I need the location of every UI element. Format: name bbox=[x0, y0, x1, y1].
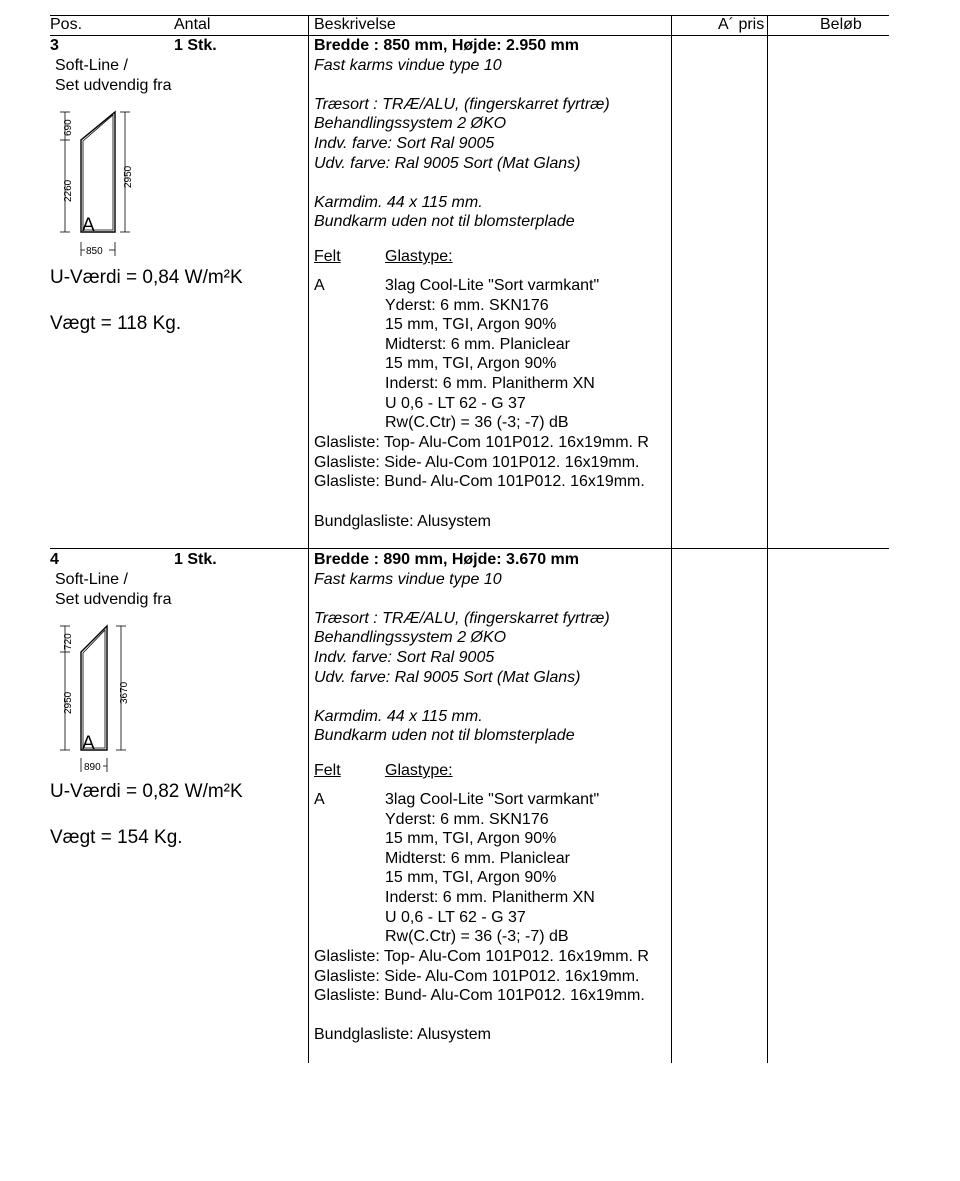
glazing-line: Glasliste: Side- Alu-Com 101P012. 16x19mm. bbox=[314, 453, 640, 471]
glass-line: 15 mm, TGI, Argon 90% bbox=[385, 830, 557, 848]
felt-value: A bbox=[314, 277, 325, 294]
dim-top-label: 720 bbox=[63, 633, 74, 650]
glass-spec bbox=[385, 790, 599, 947]
window-drawing bbox=[55, 104, 145, 260]
dim-left-label: 2950 bbox=[63, 691, 74, 714]
dim-top-label: 690 bbox=[63, 119, 74, 136]
glass-line: 3lag Cool-Lite "Sort varmkant" bbox=[385, 791, 600, 808]
inside-color: Indv. farve: Sort Ral 9005 bbox=[314, 134, 495, 152]
glass-line: Yderst: 6 mm. SKN176 bbox=[385, 296, 549, 314]
glazing-line: Glasliste: Top- Alu-Com 101P012. 16x19mm. R bbox=[314, 948, 649, 965]
glass-line: 15 mm, TGI, Argon 90% bbox=[385, 355, 557, 373]
window-type: Fast karms vindue type 10 bbox=[314, 56, 502, 74]
cut-off-heading bbox=[50, 0, 280, 6]
glazing-bead-list bbox=[314, 433, 649, 492]
glass-line: 15 mm, TGI, Argon 90% bbox=[385, 869, 557, 887]
glass-line: 15 mm, TGI, Argon 90% bbox=[385, 316, 557, 334]
inside-color: Indv. farve: Sort Ral 9005 bbox=[314, 648, 495, 666]
glass-line: Rw(C.Ctr) = 36 (-3; -7) dB bbox=[385, 414, 569, 432]
col-header-pos: Pos. bbox=[50, 16, 83, 33]
col-header-beskrivelse: Beskrivelse bbox=[314, 16, 396, 33]
position-number: 3 bbox=[50, 37, 59, 54]
wood-type: Træsort : TRÆ/ALU, (fingerskarret fyrtræ) bbox=[314, 609, 610, 627]
glass-line: U 0,6 - LT 62 - G 37 bbox=[385, 908, 526, 926]
window-drawing bbox=[55, 618, 145, 774]
product-line: Soft-Line / bbox=[55, 571, 128, 588]
window-outline bbox=[81, 626, 107, 750]
col-divider-price bbox=[671, 15, 672, 1063]
glass-line: Midterst: 6 mm. Planiclear bbox=[385, 335, 570, 353]
field-label: A bbox=[82, 215, 95, 236]
quantity: 1 Stk. bbox=[174, 37, 217, 54]
row-separator bbox=[50, 548, 889, 549]
quantity: 1 Stk. bbox=[174, 551, 217, 568]
frame-dimension: Karmdim. 44 x 115 mm. bbox=[314, 193, 483, 211]
glass-line: Rw(C.Ctr) = 36 (-3; -7) dB bbox=[385, 928, 569, 946]
treatment: Behandlingssystem 2 ØKO bbox=[314, 115, 507, 133]
glazing-line: Glasliste: Bund- Alu-Com 101P012. 16x19mm. bbox=[314, 473, 645, 491]
glass-line: Midterst: 6 mm. Planiclear bbox=[385, 849, 570, 867]
treatment: Behandlingssystem 2 ØKO bbox=[314, 629, 507, 647]
col-header-a-pris: A´ pris bbox=[718, 16, 765, 33]
glass-spec bbox=[385, 276, 599, 433]
col-divider-description bbox=[308, 15, 309, 1063]
u-value: U-Værdi = 0,82 W/m²K bbox=[50, 781, 243, 802]
view-note: Set udvendig fra bbox=[55, 591, 172, 608]
description-block bbox=[314, 550, 610, 746]
bottom-frame: Bundkarm uden not til blomsterplade bbox=[314, 727, 575, 745]
u-value: U-Værdi = 0,84 W/m²K bbox=[50, 267, 243, 288]
wood-type: Træsort : TRÆ/ALU, (fingerskarret fyrtræ) bbox=[314, 95, 610, 113]
dim-left-label: 2260 bbox=[63, 179, 74, 202]
dim-right-label: 2950 bbox=[123, 165, 134, 188]
col-header-belob: Beløb bbox=[820, 16, 862, 33]
felt-value: A bbox=[314, 791, 325, 808]
dim-right-label: 3670 bbox=[119, 681, 130, 704]
glass-line: Inderst: 6 mm. Planitherm XN bbox=[385, 888, 595, 906]
outside-color: Udv. farve: Ral 9005 Sort (Mat Glans) bbox=[314, 668, 581, 686]
field-label: A bbox=[82, 733, 95, 754]
glazing-line: Glasliste: Top- Alu-Com 101P012. 16x19mm. R bbox=[314, 434, 649, 451]
glazing-bead-list bbox=[314, 947, 649, 1006]
window-outline bbox=[81, 112, 115, 232]
glazing-line: Glasliste: Side- Alu-Com 101P012. 16x19mm. bbox=[314, 967, 640, 985]
dimensions-title: Bredde : 890 mm, Højde: 3.670 mm bbox=[314, 551, 579, 568]
product-line: Soft-Line / bbox=[55, 57, 128, 74]
bottom-bead: Bundglasliste: Alusystem bbox=[314, 513, 491, 530]
glass-line: 3lag Cool-Lite "Sort varmkant" bbox=[385, 277, 600, 294]
position-number: 4 bbox=[50, 551, 59, 568]
glass-line: Inderst: 6 mm. Planitherm XN bbox=[385, 374, 595, 392]
description-block bbox=[314, 36, 610, 232]
glazing-line: Glasliste: Bund- Alu-Com 101P012. 16x19mm. bbox=[314, 987, 645, 1005]
felt-heading: Felt bbox=[314, 762, 341, 779]
glastype-heading: Glastype: bbox=[385, 248, 453, 265]
glastype-heading: Glastype: bbox=[385, 762, 453, 779]
window-inner-outline bbox=[83, 630, 105, 748]
bottom-frame: Bundkarm uden not til blomsterplade bbox=[314, 213, 575, 231]
view-note: Set udvendig fra bbox=[55, 77, 172, 94]
outside-color: Udv. farve: Ral 9005 Sort (Mat Glans) bbox=[314, 154, 581, 172]
dim-bottom-label: 850 bbox=[86, 246, 103, 257]
frame-dimension: Karmdim. 44 x 115 mm. bbox=[314, 707, 483, 725]
weight: Vægt = 154 Kg. bbox=[50, 827, 183, 848]
window-type: Fast karms vindue type 10 bbox=[314, 570, 502, 588]
glass-line: Yderst: 6 mm. SKN176 bbox=[385, 810, 549, 828]
glass-line: U 0,6 - LT 62 - G 37 bbox=[385, 394, 526, 412]
dim-bottom-label: 890 bbox=[84, 762, 101, 773]
dimensions-title: Bredde : 850 mm, Højde: 2.950 mm bbox=[314, 37, 579, 54]
felt-heading: Felt bbox=[314, 248, 341, 265]
window-inner-outline bbox=[83, 115, 113, 230]
weight: Vægt = 118 Kg. bbox=[50, 313, 182, 334]
col-header-antal: Antal bbox=[174, 16, 211, 33]
col-divider-amount bbox=[767, 15, 768, 1063]
bottom-bead: Bundglasliste: Alusystem bbox=[314, 1026, 491, 1043]
